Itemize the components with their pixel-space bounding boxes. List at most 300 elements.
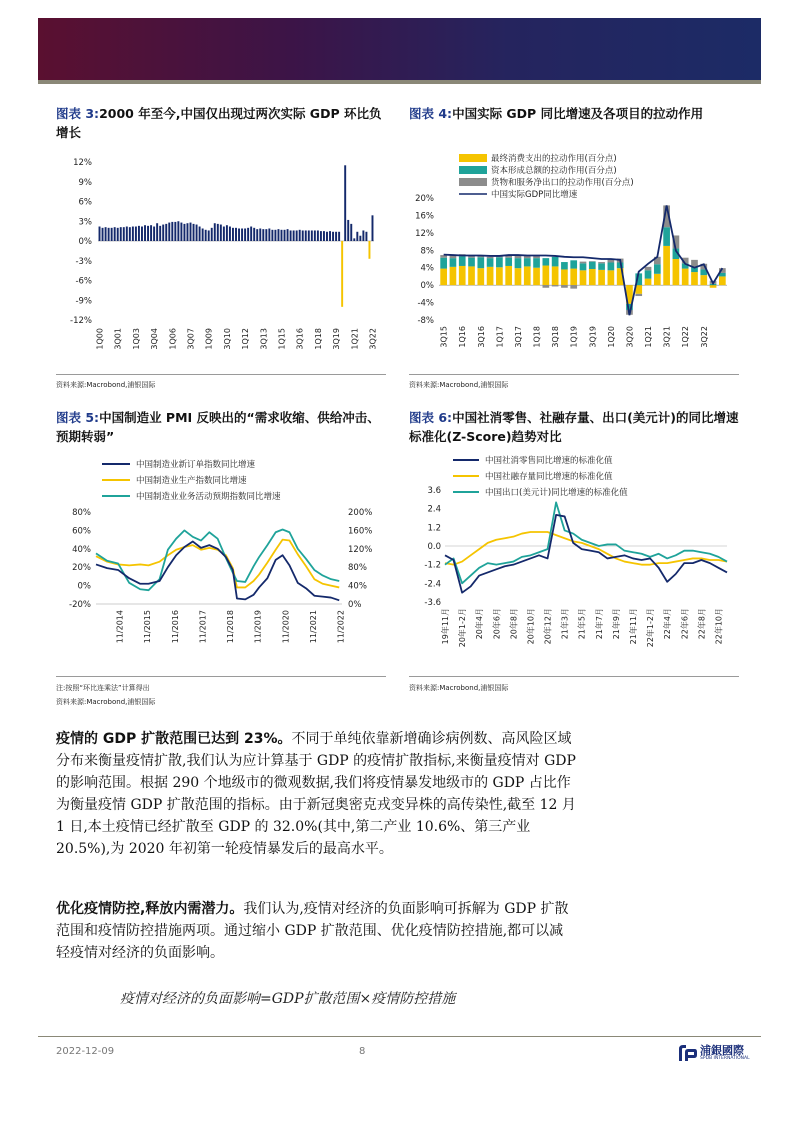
fig3-bar [253, 228, 255, 241]
fig5-x-tick: 11/2014 [115, 610, 125, 644]
footer-rule [38, 1036, 761, 1037]
fig5-label: 图表 5: [56, 410, 100, 425]
fig4-x-tick: 1Q16 [458, 326, 468, 348]
fig4-bar-segment [440, 269, 447, 286]
fig4-bar-segment [589, 269, 596, 285]
fig4-bar-segment [663, 246, 670, 285]
fig3-bar [284, 230, 286, 241]
fig3-bar [311, 230, 313, 241]
fig4-bar-segment [468, 266, 475, 285]
fig5-y-left-tick: 40% [72, 544, 91, 555]
fig4-x-tick: 1Q22 [681, 326, 691, 348]
fig4-bar-segment [552, 285, 559, 286]
fig5-y-left-tick: 20% [72, 563, 91, 574]
fig4-bar-segment [654, 274, 661, 285]
fig4-bar-segment [459, 256, 466, 266]
fig3-bar [159, 226, 161, 241]
fig4-legend-label: 货物和服务净出口的拉动作用(百分点) [491, 178, 634, 188]
logo-mark-icon [676, 1042, 698, 1064]
fig5-y-right-tick: 120% [348, 544, 373, 555]
fig3-bar [108, 228, 110, 241]
fig4-bar-segment [477, 268, 484, 285]
fig4-y-tick: 4% [420, 263, 434, 274]
fig4-bar-segment [580, 262, 587, 264]
header-rule [38, 80, 761, 84]
fig3-bar [287, 229, 289, 241]
fig4-x-tick: 3Q16 [476, 326, 486, 348]
fig6-y-tick: 1.2 [427, 523, 441, 534]
fig4-bar-segment [645, 270, 652, 278]
fig3-bar [99, 227, 101, 241]
fig3-bar [135, 227, 137, 241]
fig3-bar [265, 229, 267, 241]
fig4-bar-segment [570, 269, 577, 286]
fig6-y-tick: 3.6 [427, 486, 441, 496]
fig3-bar [223, 227, 225, 241]
fig4-x-tick: 1Q18 [532, 326, 542, 348]
fig4-x-tick: 1Q20 [606, 326, 616, 348]
fig4-legend-swatch [459, 178, 487, 186]
fig5-x-tick: 11/2021 [308, 610, 318, 644]
fig3-title-text: 2000 年至今,中国仅出现过两次实际 GDP 环比负增长 [56, 106, 382, 140]
fig6-x-tick: 22年1-2月 [646, 608, 656, 648]
fig5-y-left-tick: -20% [69, 600, 91, 610]
fig3-bar [150, 225, 152, 241]
fig3-x-tick: 1Q00 [95, 328, 105, 350]
fig5-y-right-tick: 0% [348, 600, 362, 610]
fig3-y-tick: -3% [75, 256, 92, 267]
fig4-bar-segment [589, 262, 596, 269]
fig4-label: 图表 4: [409, 106, 453, 121]
fig3-title [56, 104, 386, 142]
fig3-x-tick: 3Q07 [186, 328, 196, 350]
fig3-x-tick: 3Q04 [150, 328, 160, 350]
fig6-x-tick: 19年11月 [441, 608, 450, 645]
paragraph-gdp-spread-lead: 疫情的 GDP 扩散范围已达到 23%。 [56, 731, 292, 747]
fig4-title-text: 中国实际 GDP 同比增速及各项目的拉动作用 [452, 106, 704, 121]
fig3-bar [372, 215, 374, 241]
fig5-rule [56, 676, 386, 677]
fig3-x-tick: 1Q12 [241, 328, 251, 350]
fig6-legend-label: 中国社融存量同比增速的标准化值 [485, 472, 613, 482]
fig5-source: 资料来源:Macrobond,浦银国际 [56, 698, 156, 706]
fig4-y-tick: 8% [420, 246, 434, 257]
logo-text-cn: 浦銀國際 [700, 1044, 744, 1057]
fig3-bar [120, 227, 122, 241]
fig6-x-tick: 20年10月 [526, 608, 536, 645]
fig6-x-tick: 21年9月 [611, 608, 621, 640]
fig4-x-tick: 3Q22 [699, 326, 709, 348]
fig5-y-left-tick: 80% [72, 508, 91, 518]
fig4-bar-segment [496, 267, 503, 285]
fig4-bar-segment [487, 258, 494, 267]
fig4-bar-segment [515, 258, 522, 268]
fig6-x-tick: 22年8月 [697, 608, 707, 640]
fig5-title-text: 中国制造业 PMI 反映出的“需求收缩、供给冲击、预期转弱” [56, 410, 380, 444]
fig5-x-tick: 11/2017 [198, 610, 208, 644]
fig5-note: 注:按照“环比连乘法”计算得出 [56, 684, 150, 692]
fig3-bar [317, 230, 319, 241]
fig3-bar [229, 227, 231, 241]
fig5-y-right-tick: 200% [348, 508, 373, 518]
fig4-bar-segment [654, 264, 661, 274]
fig6-legend-label: 中国社消零售同比增速的标准化值 [485, 456, 613, 466]
fig4-x-tick: 3Q15 [439, 326, 449, 348]
fig3-bar [323, 231, 325, 241]
fig4-bar-segment [561, 269, 568, 285]
fig4-bar-segment [710, 285, 717, 288]
fig3-bar [332, 232, 334, 241]
fig3-bar [314, 230, 316, 241]
fig4-bar-segment [635, 294, 642, 296]
fig3-bar [141, 227, 143, 241]
fig5-x-tick: 11/2018 [226, 610, 236, 644]
fig3-bar [199, 227, 201, 241]
fig4-y-tick: 20% [415, 194, 434, 204]
fig4-gdp-line [444, 205, 723, 315]
fig6-x-tick: 20年8月 [509, 608, 519, 640]
fig4-x-tick: 3Q18 [551, 326, 561, 348]
fig6-retail-line [445, 515, 727, 593]
fig4-bar-segment [561, 262, 568, 269]
fig3-bar [268, 228, 270, 241]
fig4-legend-label: 资本形成总额的拉动作用(百分点) [491, 166, 617, 176]
fig4-bar-segment [580, 270, 587, 285]
fig4-bar-segment [561, 285, 568, 288]
fig3-bar [202, 228, 204, 241]
fig3-bar [153, 227, 155, 241]
fig4-bar-segment [477, 257, 484, 268]
fig6-y-tick: -2.4 [424, 579, 441, 590]
fig3-bar [162, 225, 164, 241]
fig3-x-tick: 3Q16 [295, 328, 305, 350]
fig3-bar [102, 228, 104, 241]
fig3-bar [174, 222, 176, 241]
fig5-x-tick: 11/2019 [253, 610, 263, 644]
fig6-x-tick: 22年6月 [680, 608, 690, 640]
fig3-bar [368, 241, 370, 259]
fig6-label: 图表 6: [409, 410, 453, 425]
fig4-bar-segment [487, 267, 494, 285]
header-banner [38, 18, 761, 80]
fig5-title [56, 408, 386, 446]
fig4-legend-swatch [459, 166, 487, 174]
paragraph-gdp-spread-body: 不同于单纯依靠新增确诊病例数、高风险区域分布来衡量疫情扩散,我们认为应计算基于 GDP 的疫情扩散指标,来衡量疫情对 GDP 的影响范围。根据 290 个地级市的微观数据,我们将疫情暴发地级市的 GDP 占比作为衡量疫情 GDP 扩散范围的指标。由于新冠奥密克戎变异株的高传染性,截至 12 月 1 日,本土疫情已经扩散至 GDP 的 32.0%(其中,第二产业 10.6%、第三产业 20.5%),为 2020 年初第一轮疫情暴发后的最高水平。 [56, 731, 576, 857]
fig4-y-tick: 0% [420, 281, 434, 292]
paragraph-gdp-spread [56, 728, 576, 860]
fig3-bar [220, 225, 222, 241]
fig3-bar [156, 223, 158, 241]
fig3-bar [359, 236, 361, 241]
fig5-legend-label: 中国制造业生产指数同比增速 [136, 476, 247, 486]
fig3-bar [144, 225, 146, 241]
fig4-x-tick: 3Q21 [662, 326, 672, 348]
fig4-bar-segment [598, 270, 605, 285]
fig4-bar-segment [468, 258, 475, 267]
fig3-source: 资料来源:Macrobond,浦银国际 [56, 381, 156, 389]
fig3-x-tick: 1Q09 [204, 328, 214, 350]
fig3-rule [56, 374, 386, 375]
company-logo [676, 1041, 766, 1065]
fig3-bar [347, 220, 349, 241]
fig4-x-tick: 1Q17 [495, 326, 505, 348]
fig3-y-tick: -12% [70, 316, 92, 326]
fig4-bar-segment [505, 258, 512, 266]
fig3-bar [111, 228, 113, 241]
fig5-legend-label: 中国制造业业务活动预期指数同比增速 [136, 492, 281, 502]
fig4-x-tick: 3Q20 [625, 326, 635, 348]
fig4-bar-segment [663, 227, 670, 246]
fig3-bar [305, 230, 307, 241]
fig3-chart [56, 150, 386, 368]
fig6-x-tick: 21年11月 [629, 608, 638, 645]
fig4-bar-segment [496, 257, 503, 267]
fig3-bar [232, 228, 234, 241]
fig4-bar-segment [645, 279, 652, 286]
fig4-bar-segment [440, 258, 447, 269]
fig4-bar-segment [645, 267, 652, 270]
fig3-bar [105, 227, 107, 241]
fig5-expectations-line [96, 529, 339, 590]
fig3-bar [353, 238, 355, 241]
fig3-bar [271, 230, 273, 241]
fig5-y-right-tick: 40% [348, 581, 367, 592]
fig6-y-tick: -3.6 [424, 598, 441, 608]
fig3-bar [241, 228, 243, 241]
fig3-bar [329, 231, 331, 241]
fig3-x-tick: 3Q10 [222, 328, 232, 350]
fig4-bar-segment [524, 266, 531, 285]
fig3-y-tick: -9% [75, 296, 92, 307]
fig4-y-tick: -8% [417, 316, 434, 326]
fig3-bar [126, 227, 128, 241]
fig3-y-tick: 12% [73, 158, 92, 168]
fig3-bar [129, 227, 131, 241]
fig3-bar [226, 225, 228, 241]
page-number: 8 [359, 1046, 366, 1057]
fig4-bar-segment [598, 263, 605, 270]
fig3-bar [177, 221, 179, 241]
fig6-x-tick: 21年3月 [560, 608, 570, 640]
fig4-bar-segment [682, 269, 689, 286]
fig3-bar [180, 223, 182, 241]
fig4-bar-segment [691, 272, 698, 285]
fig6-x-tick: 22年4月 [663, 608, 673, 640]
fig4-rule [409, 374, 739, 375]
paragraph-policy-body: 我们认为,疫情对经济的负面影响可拆解为 GDP 扩散范围和疫情防控措施两项。通过缩小 GDP 扩散范围、优化疫情防控措施,都可以减轻疫情对经济的负面影响。 [56, 901, 569, 961]
fig6-legend-label: 中国出口(美元计)同比增速的标准化值 [485, 488, 628, 498]
fig5-y-right-tick: 160% [348, 526, 373, 537]
fig5-x-tick: 11/2022 [336, 610, 346, 644]
fig4-bar-segment [580, 263, 587, 270]
fig4-bar-segment [608, 270, 615, 285]
fig3-bar [335, 232, 337, 241]
fig6-source: 资料来源:Macrobond,浦银国际 [409, 684, 509, 692]
fig5-x-tick: 11/2020 [281, 610, 291, 644]
fig4-x-tick: 1Q21 [644, 326, 654, 348]
fig3-bar [362, 230, 364, 241]
fig3-bar [293, 230, 295, 241]
fig4-bar-segment [719, 276, 726, 285]
fig3-bar [208, 230, 210, 241]
footer-date: 2022-12-09 [56, 1046, 115, 1057]
fig3-bar [238, 228, 240, 241]
fig3-bar [165, 224, 167, 241]
fig3-bar [211, 228, 213, 241]
fig4-bar-segment [673, 259, 680, 285]
fig3-bar [190, 223, 192, 241]
fig3-bar [365, 232, 367, 241]
fig4-bar-segment [450, 267, 457, 285]
fig3-bar [117, 228, 119, 241]
fig6-rule [409, 676, 739, 677]
fig4-bar-segment [542, 266, 549, 286]
fig3-bar [338, 232, 340, 241]
fig3-bar [114, 227, 116, 241]
paragraph-policy [56, 898, 576, 964]
fig4-bar-segment [487, 257, 494, 258]
fig4-bar-segment [542, 285, 549, 288]
fig5-chart [56, 452, 386, 670]
fig3-bar [256, 229, 258, 241]
fig4-y-tick: 12% [415, 228, 434, 239]
fig5-x-tick: 11/2016 [170, 610, 180, 644]
fig4-bar-segment [570, 285, 577, 288]
fig4-bar-segment [570, 260, 577, 268]
fig3-bar [214, 223, 216, 241]
fig6-title-text: 中国社消零售、社融存量、出口(美元计)的同比增速标准化(Z-Score)趋势对比 [409, 410, 739, 444]
fig3-bar [296, 230, 298, 241]
fig3-y-tick: 0% [78, 237, 92, 247]
fig6-x-tick: 20年4月 [475, 608, 485, 640]
fig3-bar [290, 230, 292, 241]
logo-text-en: SPDB INTERNATIONAL [700, 1056, 750, 1061]
fig3-bar [171, 222, 173, 241]
fig3-bar [132, 227, 134, 241]
fig5-x-tick: 11/2015 [143, 610, 153, 644]
fig3-bar [356, 232, 358, 241]
fig6-x-tick: 20年6月 [492, 608, 502, 640]
fig6-chart [409, 452, 739, 670]
fig4-bar-segment [700, 275, 707, 285]
fig6-y-tick: 0.0 [427, 542, 441, 552]
fig3-y-tick: -6% [75, 276, 92, 287]
formula: 疫情对经济的负面影响=GDP扩散范围×疫情防控措施 [120, 991, 456, 1007]
fig3-bar [277, 229, 279, 241]
fig3-bar [193, 224, 195, 241]
fig6-title [409, 408, 739, 446]
fig3-bar [235, 228, 237, 241]
fig6-y-tick: 2.4 [427, 504, 441, 515]
fig4-bar-segment [533, 268, 540, 285]
fig6-x-tick: 21年5月 [577, 608, 587, 640]
fig4-bar-segment [608, 262, 615, 270]
fig3-y-tick: 3% [78, 217, 92, 228]
fig3-x-tick: 3Q01 [113, 328, 123, 350]
fig3-x-tick: 1Q03 [131, 328, 141, 350]
fig3-bar [302, 230, 304, 241]
fig3-bar [250, 227, 252, 241]
fig3-bar [350, 224, 352, 241]
fig3-x-tick: 3Q13 [259, 328, 269, 350]
fig4-bar-segment [450, 258, 457, 267]
fig4-bar-segment [542, 258, 549, 265]
fig4-bar-segment [515, 268, 522, 285]
fig4-title [409, 104, 739, 123]
fig3-bar [247, 228, 249, 241]
fig3-bar [168, 223, 170, 241]
fig3-bar [341, 241, 343, 307]
fig5-y-right-tick: 80% [348, 563, 367, 574]
fig3-bar [308, 230, 310, 241]
fig3-bar [262, 229, 264, 241]
fig4-bar-segment [552, 257, 559, 267]
fig5-legend-label: 中国制造业新订单指数同比增速 [136, 460, 256, 470]
fig3-bar [123, 227, 125, 241]
fig4-bar-segment [598, 262, 605, 263]
fig4-x-tick: 3Q17 [513, 326, 523, 348]
fig3-x-tick: 1Q06 [168, 328, 178, 350]
fig6-x-tick: 20年12月 [543, 608, 553, 645]
fig3-bar [344, 165, 346, 241]
fig3-bar [183, 224, 185, 241]
fig3-x-tick: 3Q19 [332, 328, 342, 350]
fig3-bar [147, 226, 149, 241]
fig3-x-tick: 1Q18 [313, 328, 323, 350]
fig3-bar [196, 225, 198, 241]
fig6-y-tick: -1.2 [424, 560, 441, 571]
fig3-y-tick: 6% [78, 197, 92, 208]
fig3-label: 图表 3: [56, 106, 100, 121]
fig4-chart [409, 150, 739, 368]
fig4-legend-swatch [459, 154, 487, 162]
fig3-bar [187, 223, 189, 241]
fig3-bar [138, 226, 140, 241]
fig4-legend-label: 最终消费支出的拉动作用(百分点) [491, 154, 617, 164]
fig3-x-tick: 1Q21 [350, 328, 360, 350]
fig3-x-tick: 3Q22 [368, 328, 378, 350]
fig5-y-left-tick: 0% [77, 581, 91, 592]
fig3-x-tick: 1Q15 [277, 328, 287, 350]
fig3-y-tick: 9% [78, 177, 92, 188]
paragraph-policy-lead: 优化疫情防控,释放内需潜力。 [56, 901, 244, 917]
fig3-bar [320, 231, 322, 241]
fig3-bar [281, 230, 283, 241]
fig4-bar-segment [552, 266, 559, 285]
fig6-x-tick: 22年10月 [714, 608, 724, 645]
fig3-bar [259, 228, 261, 241]
fig4-bar-segment [505, 266, 512, 285]
fig4-bar-segment [533, 258, 540, 268]
fig3-bar [205, 230, 207, 241]
fig3-bar [326, 232, 328, 241]
fig3-bar [274, 230, 276, 241]
fig4-y-tick: 16% [415, 211, 434, 222]
fig4-source: 资料来源:Macrobond,浦银国际 [409, 381, 509, 389]
fig4-x-tick: 1Q19 [569, 326, 579, 348]
fig6-x-tick: 21年7月 [594, 608, 604, 640]
fig4-x-tick: 3Q19 [588, 326, 598, 348]
fig6-x-tick: 20年1-2月 [458, 608, 468, 648]
fig4-bar-segment [459, 266, 466, 285]
fig3-bar [299, 230, 301, 241]
fig4-legend-label: 中国实际GDP同比增速 [491, 190, 578, 200]
fig3-bar [217, 224, 219, 241]
fig4-bar-segment [524, 258, 531, 266]
fig5-y-left-tick: 60% [72, 526, 91, 537]
fig3-bar [244, 228, 246, 241]
fig6-social-finance-line [445, 532, 727, 565]
